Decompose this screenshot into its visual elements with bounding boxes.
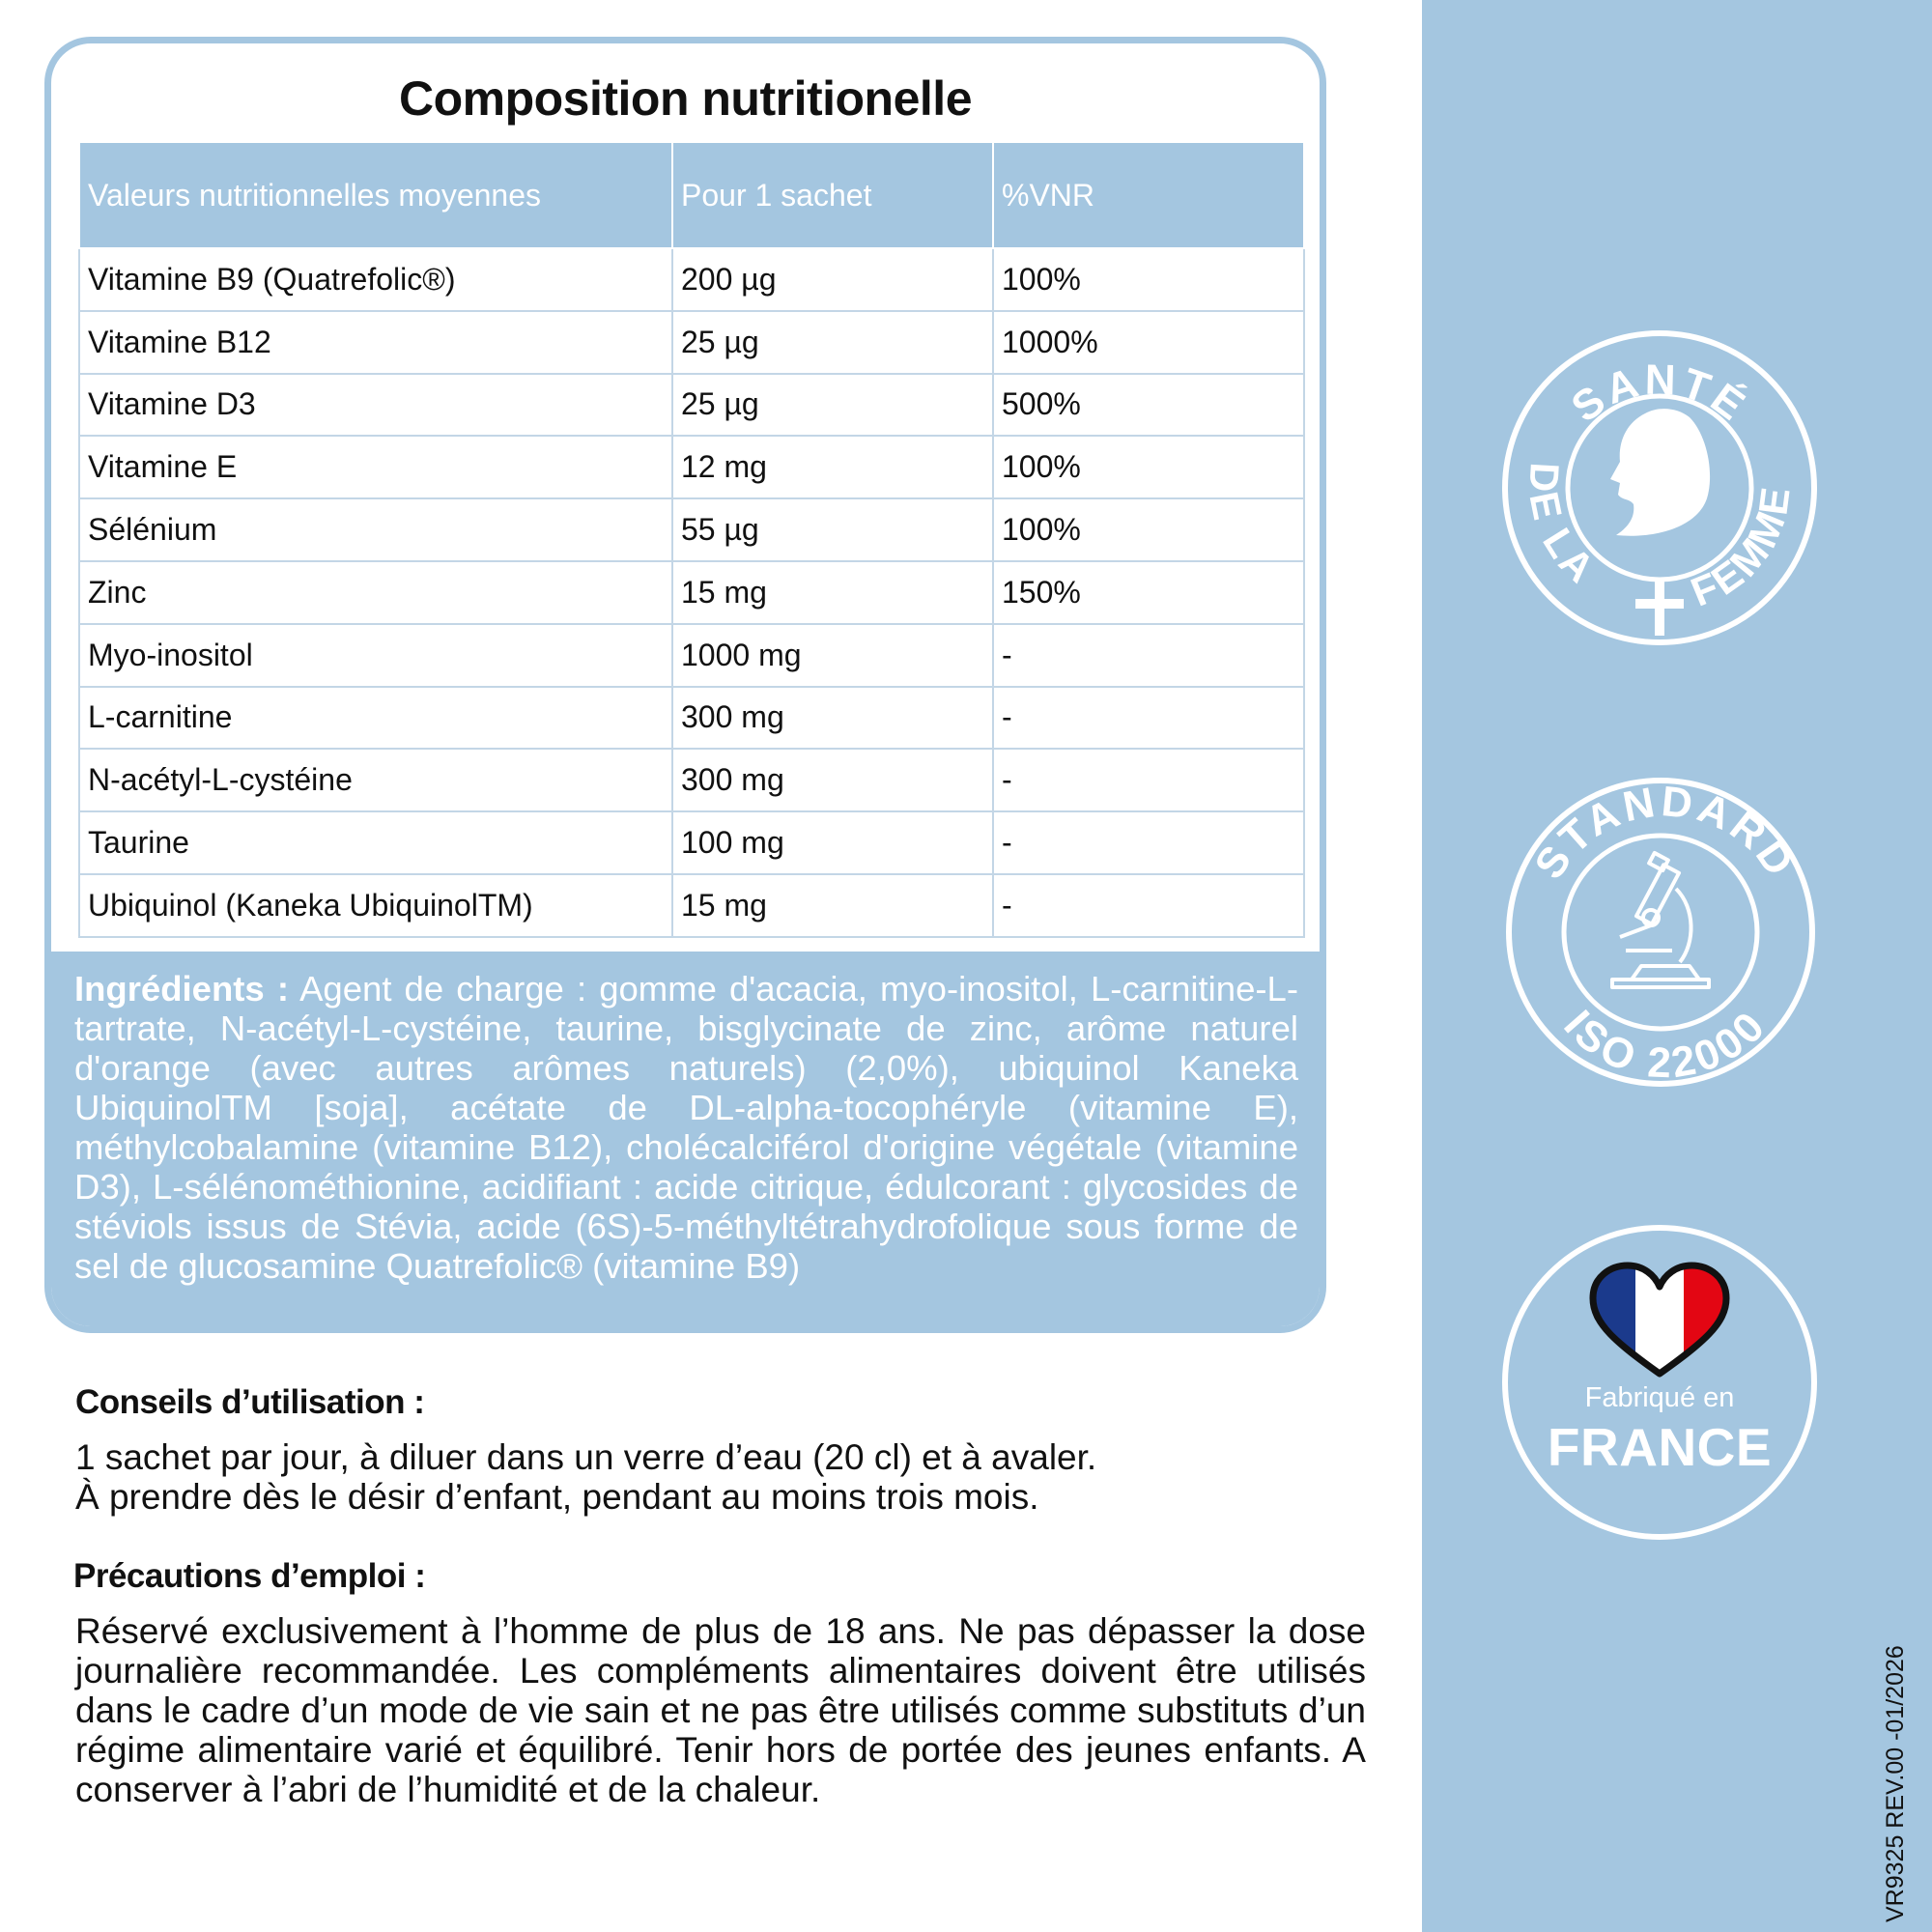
microscope-icon [1612, 853, 1709, 987]
sante-left-text: DE LA [1520, 461, 1606, 594]
conseils-text [75, 1437, 1350, 1517]
table-row [79, 811, 1304, 874]
table-row [79, 436, 1304, 498]
nutrition-table [78, 141, 1305, 938]
vnr-percent: - [993, 811, 1304, 874]
amount-per-sachet: 25 µg [672, 374, 993, 437]
iso-bottom-text: ISO 22000 [1554, 1001, 1776, 1088]
vnr-percent: - [993, 624, 1304, 687]
nutrient-name: Vitamine E [79, 436, 672, 498]
french-flag-heart-icon [1587, 1262, 1732, 1378]
nutrient-name: Zinc [79, 561, 672, 624]
amount-per-sachet: 300 mg [672, 749, 993, 811]
nutrient-name: Vitamine D3 [79, 374, 672, 437]
vnr-percent: - [993, 687, 1304, 750]
vnr-percent: - [993, 749, 1304, 811]
sante-top-text: SANTÉ [1562, 355, 1757, 432]
nutrient-name: L-carnitine [79, 687, 672, 750]
column-header: %VNR [993, 142, 1304, 248]
nutrient-name: N-acétyl-L-cystéine [79, 749, 672, 811]
table-body [79, 248, 1304, 937]
venus-cross-icon [1635, 582, 1684, 636]
vnr-percent: 500% [993, 374, 1304, 437]
conseils-line: 1 sachet par jour, à diluer dans un verre d’eau (20 cl) et à avaler. [75, 1437, 1097, 1477]
amount-per-sachet: 1000 mg [672, 624, 993, 687]
ingredients-block [51, 952, 1320, 1333]
table-row [79, 624, 1304, 687]
table-row [79, 687, 1304, 750]
france-line2: FRANCE [1547, 1417, 1773, 1477]
woman-profile-icon [1610, 409, 1710, 536]
card-title: Composition nutritionelle [398, 71, 973, 126]
vnr-percent: - [993, 874, 1304, 937]
france-line1: Fabriqué en [1584, 1382, 1735, 1413]
svg-text:ISO 22000 [1554, 1001, 1776, 1087]
table-row [79, 311, 1304, 374]
table-row [79, 248, 1304, 311]
precautions-text: Réservé exclusivement à l’homme de plus de 18 ans. Ne pas dépasser la dose journalière recommandée. Les compléments alimentaires doivent être utilisés dans le cadre d’un mode de vie sain et ne pas être utilisés comme substituts d’un régime alimentaire varié et équilibré. Tenir hors de portée des jeunes enfants. A conserver à l’abri de l’humidité et de la chaleur. [75, 1611, 1366, 1809]
column-header: Pour 1 sachet [672, 142, 993, 248]
amount-per-sachet: 25 µg [672, 311, 993, 374]
conseils-title: Conseils d’utilisation : [75, 1383, 425, 1421]
table-row [79, 374, 1304, 437]
vnr-percent: 100% [993, 248, 1304, 311]
amount-per-sachet: 15 mg [672, 561, 993, 624]
nutrient-name: Sélénium [79, 498, 672, 561]
table-header-row [79, 142, 1304, 248]
amount-per-sachet: 300 mg [672, 687, 993, 750]
iso-top-text: STANDARD [1525, 778, 1805, 888]
iso-22000-badge [1506, 773, 1825, 1092]
table-row [79, 561, 1304, 624]
ingredients-text: Agent de charge : gomme d'acacia, myo-inositol, L-carnitine-L-tartrate, N-acétyl-L-cystéine, taurine, bisglycinate de zinc, arôme naturel d'orange (avec autres arômes naturels) (2,0%), ubiquinol Kaneka UbiquinolTM [soja], acétate de DL-alpha-tocophéryle (vitamine E), méthylcobalamine (vitamine B12), cholécalciférol d'origine végétale (vitamine D3), L-sélénométhionine, acidifiant : acide citrique, édulcorant : glycosides de stéviols issus de Stévia, acide (6S)-5-méthyltétrahydrofolique sous forme de sel de glucosamine Quatrefolic® (vitamine B9) [74, 969, 1298, 1286]
vnr-percent: 150% [993, 561, 1304, 624]
sante-femme-badge [1500, 328, 1819, 647]
conseils-line: À prendre dès le désir d’enfant, pendant au moins trois mois. [75, 1477, 1039, 1517]
nutrient-name: Myo-inositol [79, 624, 672, 687]
precautions-title: Précautions d’emploi : [73, 1557, 426, 1595]
nutrient-name: Vitamine B9 (Quatrefolic®) [79, 248, 672, 311]
amount-per-sachet: 15 mg [672, 874, 993, 937]
reference-text: VR9325 REV.00 -01/2026 [1882, 1645, 1909, 1922]
amount-per-sachet: 200 µg [672, 248, 993, 311]
fabrique-en-france-badge [1500, 1223, 1819, 1542]
vnr-percent: 100% [993, 498, 1304, 561]
vnr-percent: 100% [993, 436, 1304, 498]
table-row [79, 749, 1304, 811]
table-row [79, 874, 1304, 937]
amount-per-sachet: 55 µg [672, 498, 993, 561]
sante-right-text: FEMME [1684, 481, 1800, 615]
amount-per-sachet: 100 mg [672, 811, 993, 874]
svg-text:STANDARD [1525, 778, 1804, 888]
table-row [79, 498, 1304, 561]
nutrient-name: Taurine [79, 811, 672, 874]
reference-code [1882, 1604, 1920, 1922]
vnr-percent: 1000% [993, 311, 1304, 374]
column-header: Valeurs nutritionnelles moyennes [79, 142, 672, 248]
ingredients-label: Ingrédients : [74, 969, 289, 1009]
amount-per-sachet: 12 mg [672, 436, 993, 498]
nutrient-name: Vitamine B12 [79, 311, 672, 374]
nutrition-card [44, 37, 1326, 1333]
nutrient-name: Ubiquinol (Kaneka UbiquinolTM) [79, 874, 672, 937]
